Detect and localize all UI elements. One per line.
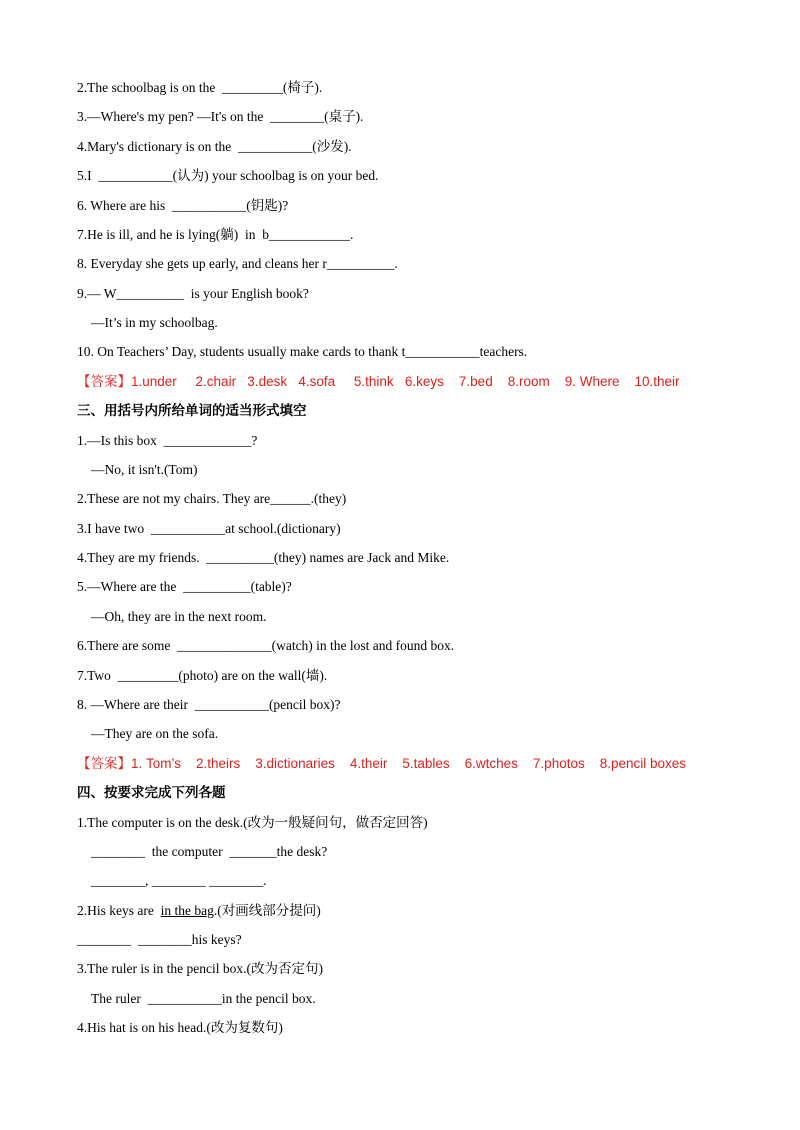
section3-heading: 三、用括号内所给单词的适当形式填空: [77, 403, 307, 419]
q2-underlined-phrase: in the bag: [160, 903, 214, 918]
s3-question-8-reply: —They are on the sofa.: [91, 726, 219, 741]
s3-question-5: 5.—Where are the __________(table)?: [77, 579, 292, 594]
question-3-desk: 3.—Where's my pen? —It's on the ________(桌子).: [77, 109, 364, 124]
question-5-think: 5.I ___________(认为) your schoolbag is on your bed.: [77, 168, 379, 183]
answer-tag: 【答案】: [77, 374, 131, 389]
question-9-where: 9.— W__________ is your English book?: [77, 286, 309, 301]
s3-question-2: 2.These are not my chairs. They are______.(they): [77, 491, 347, 506]
question-7-bed: 7.He is ill, and he is lying(躺) in b____________.: [77, 227, 354, 242]
question-2-chair: 2.The schoolbag is on the _________(椅子).: [77, 80, 323, 95]
answer-text: 1. Tom’s 2.theirs 3.dictionaries 4.their 5.tables 6.wtches 7.photos 8.pencil boxes: [131, 756, 687, 771]
s4-question-4: 4.His hat is on his head.(改为复数句): [77, 1020, 283, 1035]
s4-question-3-blank: The ruler ___________in the pencil box.: [91, 991, 316, 1006]
s3-question-7: 7.Two _________(photo) are on the wall(墙).: [77, 668, 328, 683]
s3-question-3: 3.I have two ___________at school.(dictionary): [77, 521, 341, 536]
q2-suffix: .(对画线部分提问): [213, 903, 321, 918]
s3-question-1-reply: —No, it isn't.(Tom): [91, 462, 198, 477]
question-10-their: 10. On Teachers’ Day, students usually make cards to thank t___________teachers.: [77, 344, 528, 359]
answer-text: 1.under 2.chair 3.desk 4.sofa 5.think 6.keys 7.bed 8.room 9. Where 10.their: [131, 374, 680, 389]
s4-question-1-blank-a: ________ the computer _______the desk?: [91, 844, 328, 859]
s4-question-2-blank: ________ ________his keys?: [77, 932, 242, 947]
s3-question-8: 8. —Where are their ___________(pencil box)?: [77, 697, 341, 712]
section4-heading: 四、按要求完成下列各题: [77, 785, 226, 801]
question-8-room: 8. Everyday she gets up early, and cleans her r__________.: [77, 256, 398, 271]
s3-question-4: 4.They are my friends. __________(they) names are Jack and Mike.: [77, 550, 450, 565]
section3-answer: [77, 755, 686, 773]
s4-question-1: 1.The computer is on the desk.(改为一般疑问句，做否定回答): [77, 815, 428, 830]
s4-question-2: [77, 902, 321, 920]
answer-tag: 【答案】: [77, 756, 131, 771]
s3-question-6: 6.There are some ______________(watch) in the lost and found box.: [77, 638, 455, 653]
s3-question-1: 1.—Is this box _____________?: [77, 433, 258, 448]
s4-question-3: 3.The ruler is in the pencil box.(改为否定句): [77, 961, 323, 976]
question-6-keys: 6. Where are his ___________(钥匙)?: [77, 198, 289, 213]
question-9-reply: —It’s in my schoolbag.: [91, 315, 218, 330]
q2-prefix: 2.His keys are: [77, 903, 161, 918]
s4-question-1-blank-b: ________, ________ ________.: [91, 873, 267, 888]
s3-question-5-reply: —Oh, they are in the next room.: [91, 609, 267, 624]
section2-answer: [77, 373, 680, 391]
question-4-sofa: 4.Mary's dictionary is on the ___________(沙发).: [77, 139, 352, 154]
